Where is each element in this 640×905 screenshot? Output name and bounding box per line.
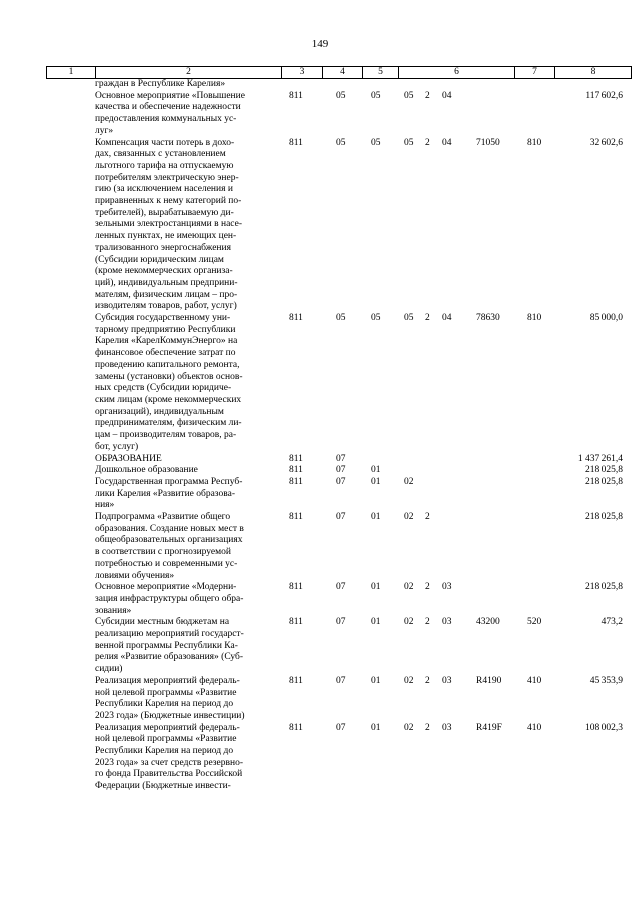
table-row — [46, 582, 631, 617]
code-col3: 811 — [289, 137, 303, 148]
code-col4: 05 — [336, 90, 346, 101]
code-col5: 01 — [371, 476, 381, 487]
amount-value: 45 353,9 — [589, 675, 623, 686]
amount-value: 473,2 — [601, 617, 623, 628]
code-col5: 01 — [371, 617, 381, 628]
code-col6-event: 03 — [442, 722, 452, 733]
amount-value: 32 602,6 — [589, 137, 623, 148]
table-header — [46, 66, 632, 79]
code-col4: 05 — [336, 313, 346, 324]
code-col5: 05 — [371, 137, 381, 148]
table-row — [46, 512, 631, 582]
row-name: Основное мероприятие «Повышение качества и обеспечение надежности предоставления коммунальных ус- луг» — [95, 90, 245, 136]
table-row — [46, 91, 631, 138]
code-col6-event: 03 — [442, 582, 452, 593]
code-col6-direction: R419F — [476, 722, 502, 733]
table-row — [46, 477, 631, 512]
table-row — [46, 454, 631, 466]
code-col4: 07 — [336, 465, 346, 476]
row-name: Государственная программа Респуб- лики Карелия «Развитие образова- ния» — [95, 476, 243, 511]
table-row — [46, 676, 631, 723]
code-col6-program: 02 — [404, 675, 414, 686]
amount-value: 108 002,3 — [585, 722, 623, 733]
code-col4: 07 — [336, 617, 346, 628]
code-col4: 05 — [336, 137, 346, 148]
code-col5: 01 — [371, 582, 381, 593]
code-col6-subprogram: 2 — [425, 313, 430, 324]
code-col6-event: 03 — [442, 675, 452, 686]
code-col6-event: 04 — [442, 90, 452, 101]
code-col4: 07 — [336, 722, 346, 733]
amount-value: 218 025,8 — [585, 512, 623, 523]
code-col5: 05 — [371, 90, 381, 101]
code-col3: 811 — [289, 476, 303, 487]
code-col3: 811 — [289, 313, 303, 324]
code-col4: 07 — [336, 582, 346, 593]
column-header-4: 4 — [323, 67, 363, 78]
column-header-6: 6 — [399, 67, 515, 78]
code-col5: 05 — [371, 313, 381, 324]
table-body — [46, 79, 631, 793]
expense-type-code: 410 — [527, 722, 542, 733]
row-name: Субсидия государственному уни- тарному предприятию Республики Карелия «КарелКоммунЭнерго» на финансовое обеспечение затрат по проведению капитального ремонта, замены (установки) объектов основ- ных средств (Субсидии юридиче- ским лицам (кроме некоммерческих организаций), индивидуальным предпринимателям, физическим ли- цам – производителям товаров, ра- бот, услуг) — [95, 313, 243, 452]
row-name: Компенсация части потерь в дохо- дах, связанных с установлением льготного тарифа на отпускаемую потребителям электрическую энер- гию (за исключением населения и приравненных к нему категорий по- требителей), вырабатываемую ди- зельными электростанциями в насе- ленных пунктах, не имеющих цен- трализованного энергоснабжения (Субсидии юридическим лицам (кроме некоммерческих организа- ций), индивидуальным предприни- мателям, физическим лицам – про- изводителям товаров, работ, услуг) — [95, 137, 243, 312]
column-header-8: 8 — [555, 67, 632, 78]
row-name: Субсидии местным бюджетам на реализацию мероприятий государст- венной программы Республики Ка- релия «Развитие образования» (Суб- сидии) — [95, 617, 244, 675]
column-header-1: 1 — [47, 67, 96, 78]
table-row — [46, 313, 631, 453]
code-col3: 811 — [289, 90, 303, 101]
code-col6-event: 04 — [442, 137, 452, 148]
code-col6-subprogram: 2 — [425, 675, 430, 686]
column-header-2: 2 — [96, 67, 282, 78]
row-name: граждан в Республике Карелия» — [95, 79, 226, 89]
code-col5: 01 — [371, 722, 381, 733]
expense-type-code: 520 — [527, 617, 542, 628]
code-col5: 01 — [371, 465, 381, 476]
code-col6-program: 05 — [404, 90, 414, 101]
code-col3: 811 — [289, 453, 303, 464]
code-col6-program: 05 — [404, 137, 414, 148]
code-col6-subprogram: 2 — [425, 617, 430, 628]
code-col4: 07 — [336, 512, 346, 523]
code-col3: 811 — [289, 465, 303, 476]
code-col3: 811 — [289, 617, 303, 628]
code-col6-subprogram: 2 — [425, 137, 430, 148]
table-row — [46, 723, 631, 793]
page-number: 149 — [311, 38, 329, 50]
amount-value: 85 000,0 — [589, 313, 623, 324]
code-col6-direction: 71050 — [476, 137, 500, 148]
code-col5: 01 — [371, 512, 381, 523]
code-col6-subprogram: 2 — [425, 512, 430, 523]
code-col5: 01 — [371, 675, 381, 686]
table-row — [46, 138, 631, 314]
amount-value: 218 025,8 — [585, 465, 623, 476]
code-col6-subprogram: 2 — [425, 582, 430, 593]
code-col6-direction: 43200 — [476, 617, 500, 628]
code-col3: 811 — [289, 675, 303, 686]
code-col3: 811 — [289, 722, 303, 733]
table-row — [46, 79, 631, 91]
row-name: Реализация мероприятий федераль- ной целевой программы «Развитие Республики Карелия на период до 2023 года» (Бюджетные инвестиции) — [95, 675, 245, 721]
code-col3: 811 — [289, 582, 303, 593]
code-col6-direction: 78630 — [476, 313, 500, 324]
code-col4: 07 — [336, 476, 346, 487]
column-header-3: 3 — [282, 67, 323, 78]
table-row — [46, 465, 631, 477]
expense-type-code: 410 — [527, 675, 542, 686]
code-col6-program: 02 — [404, 722, 414, 733]
expense-type-code: 810 — [527, 137, 542, 148]
amount-value: 117 602,6 — [585, 90, 623, 101]
amount-value: 1 437 261,4 — [577, 453, 623, 464]
row-name: Реализация мероприятий федераль- ной целевой программы «Развитие Республики Карелия на период до 2023 года» за счет средств резервно- го фонда Правительства Российской Федерации (Бюджетные инвести- — [95, 722, 243, 792]
amount-value: 218 025,8 — [585, 582, 623, 593]
code-col4: 07 — [336, 675, 346, 686]
row-name: Подпрограмма «Развитие общего образования. Создание новых мест в общеобразовательных организациях в соответствии с прогнозируемой потребностью и современными ус- ловиями обучения» — [95, 512, 244, 581]
amount-value: 218 025,8 — [585, 476, 623, 487]
row-name: Основное мероприятие «Модерни- зация инфраструктуры общего обра- зования» — [95, 582, 244, 616]
code-col6-program: 05 — [404, 313, 414, 324]
row-name: Дошкольное образование — [95, 465, 198, 476]
code-col6-program: 02 — [404, 582, 414, 593]
code-col3: 811 — [289, 512, 303, 523]
code-col6-event: 04 — [442, 313, 452, 324]
code-col4: 07 — [336, 453, 346, 464]
code-col6-program: 02 — [404, 617, 414, 628]
code-col6-program: 02 — [404, 512, 414, 523]
column-header-7: 7 — [515, 67, 555, 78]
code-col6-direction: R4190 — [476, 675, 502, 686]
table-row — [46, 617, 631, 676]
code-col6-subprogram: 2 — [425, 90, 430, 101]
code-col6-subprogram: 2 — [425, 722, 430, 733]
column-header-5: 5 — [363, 67, 399, 78]
row-name: ОБРАЗОВАНИЕ — [95, 453, 162, 464]
code-col6-event: 03 — [442, 617, 452, 628]
code-col6-program: 02 — [404, 476, 414, 487]
expense-type-code: 810 — [527, 313, 542, 324]
